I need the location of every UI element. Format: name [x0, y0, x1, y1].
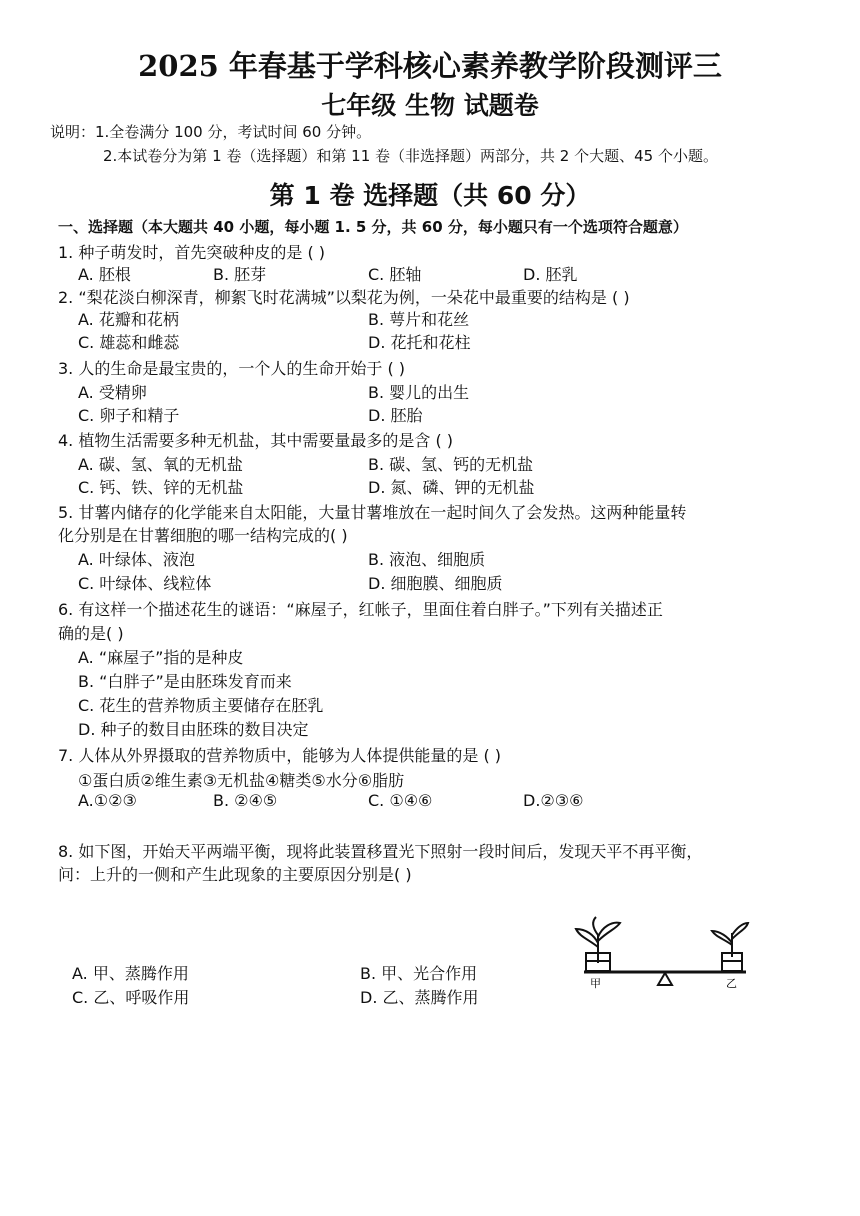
balance-scale-diagram: [570, 915, 760, 995]
instructions-line-1: 说明：1.全卷满分 100 分，考试时间 60 分钟。: [50, 123, 372, 141]
question-2-option-d: D. 花托和花柱: [368, 333, 471, 352]
question-5-stem-line-1: 5. 甘薯内储存的化学能来自太阳能，大量甘薯堆放在一起时间久了会发热。这两种能量转: [58, 503, 687, 522]
question-8-option-d: D. 乙、蒸腾作用: [360, 988, 479, 1007]
part-heading: 一、选择题（本大题共 40 小题，每小题 1. 5 分，共 60 分，每小题只有一个选项符合题意）: [58, 218, 688, 236]
question-3-option-a: A. 受精卵: [78, 383, 147, 402]
left-plant-icon: [576, 917, 620, 971]
question-4-option-b: B. 碳、氢、钙的无机盐: [368, 455, 534, 474]
figure-label-jia: 甲: [590, 977, 601, 990]
question-7-option-d: D.②③⑥: [523, 791, 584, 810]
question-1-option-a: A. 胚根: [78, 265, 131, 284]
section-title: 第 1 卷 选择题（共 60 分）: [269, 181, 591, 210]
question-4-stem: 4. 植物生活需要多种无机盐，其中需要量最多的是含 ( ): [58, 431, 454, 450]
question-3-option-d: D. 胚胎: [368, 406, 423, 425]
question-1-option-d: D. 胚乳: [523, 265, 578, 284]
question-7-items: ①蛋白质②维生素③无机盐④糖类⑤水分⑥脂肪: [78, 771, 405, 790]
question-3-option-b: B. 婴儿的出生: [368, 383, 470, 402]
question-2-option-a: A. 花瓣和花柄: [78, 310, 179, 329]
question-1-option-c: C. 胚轴: [368, 265, 422, 284]
question-5-stem-line-2: 化分别是在甘薯细胞的哪一结构完成的( ): [58, 526, 348, 545]
question-6-stem-line-2: 确的是( ): [58, 624, 124, 643]
question-3-option-c: C. 卵子和精子: [78, 406, 180, 425]
balance-fulcrum: [658, 973, 672, 985]
question-8-option-c: C. 乙、呼吸作用: [72, 988, 190, 1007]
exam-subtitle: 七年级 生物 试题卷: [321, 91, 539, 120]
question-7-option-c: C. ①④⑥: [368, 791, 433, 810]
question-4-option-a: A. 碳、氢、氧的无机盐: [78, 455, 243, 474]
exam-title: 2025 年春基于学科核心素养教学阶段测评三: [138, 49, 722, 83]
question-6-option-d: D. 种子的数目由胚珠的数目决定: [78, 720, 309, 739]
question-2-stem: 2. “梨花淡白柳深青，柳絮飞时花满城”以梨花为例，一朵花中最重要的结构是 ( ): [58, 288, 630, 307]
question-6-stem-line-1: 6. 有这样一个描述花生的谜语：“麻屋子，红帐子，里面住着白胖子。”下列有关描述正: [58, 600, 663, 619]
question-7-stem: 7. 人体从外界摄取的营养物质中，能够为人体提供能量的是 ( ): [58, 746, 502, 765]
figure-label-yi: 乙: [726, 977, 737, 990]
question-5-option-c: C. 叶绿体、线粒体: [78, 574, 212, 593]
question-7-option-b: B. ②④⑤: [213, 791, 278, 810]
question-1-option-b: B. 胚芽: [213, 265, 267, 284]
question-4-option-d: D. 氮、磷、钾的无机盐: [368, 478, 535, 497]
question-7-option-a: A.①②③: [78, 791, 137, 810]
question-2-option-b: B. 萼片和花丝: [368, 310, 470, 329]
question-6-option-c: C. 花生的营养物质主要储存在胚乳: [78, 696, 324, 715]
question-8-stem-line-1: 8. 如下图，开始天平两端平衡，现将此装置移置光下照射一段时间后，发现天平不再平衡，: [58, 842, 703, 861]
question-6-option-a: A. “麻屋子”指的是种皮: [78, 648, 244, 667]
question-8-stem-line-2: 问：上升的一侧和产生此现象的主要原因分别是( ): [58, 865, 412, 884]
question-5-option-d: D. 细胞膜、细胞质: [368, 574, 503, 593]
instructions-line-2: 2.本试卷分为第 1 卷（选择题）和第 11 卷（非选择题）两部分，共 2 个大题、45 个小题。: [103, 147, 718, 165]
question-3-stem: 3. 人的生命是最宝贵的，一个人的生命开始于 ( ): [58, 359, 406, 378]
question-8-option-a: A. 甲、蒸腾作用: [72, 964, 189, 983]
question-6-option-b: B. “白胖子”是由胚珠发育而来: [78, 672, 292, 691]
question-5-option-a: A. 叶绿体、液泡: [78, 550, 195, 569]
question-8-option-b: B. 甲、光合作用: [360, 964, 478, 983]
question-2-option-c: C. 雄蕊和雌蕊: [78, 333, 180, 352]
question-5-option-b: B. 液泡、细胞质: [368, 550, 486, 569]
question-1-stem: 1. 种子萌发时，首先突破种皮的是 ( ): [58, 243, 326, 262]
right-plant-icon: [712, 923, 748, 971]
question-4-option-c: C. 钙、铁、锌的无机盐: [78, 478, 244, 497]
